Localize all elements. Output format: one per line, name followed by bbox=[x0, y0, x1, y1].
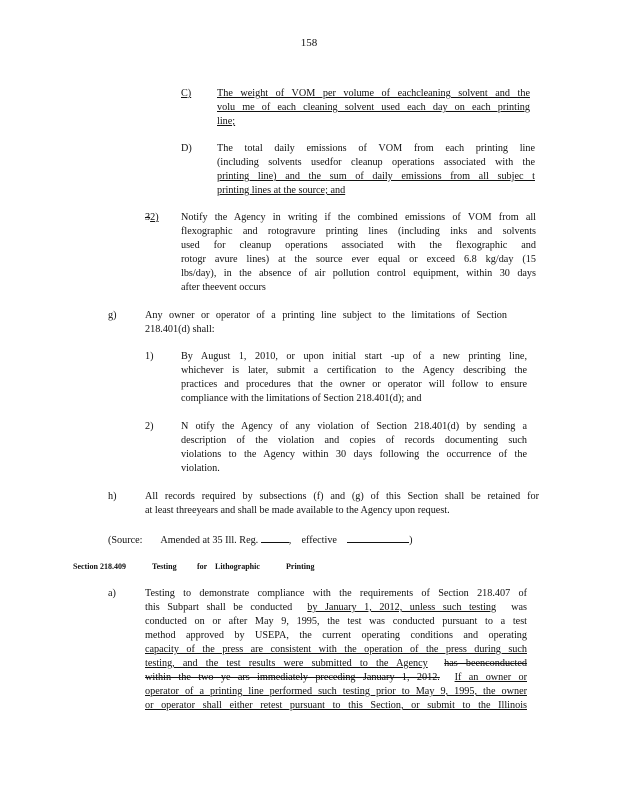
page-number: 158 bbox=[300, 37, 318, 49]
section-title-word: Testing bbox=[152, 562, 177, 571]
volume-blank bbox=[261, 532, 289, 543]
section-title-word: Printing bbox=[286, 562, 315, 571]
section-a-line bbox=[145, 671, 527, 685]
item-g2-line: N otify the Agency of any violation of Section 218.401(d) by sending a bbox=[181, 421, 527, 432]
item-c-label: C) bbox=[181, 88, 192, 99]
item-32-line: flexographic and rotogravure printing lines (including inks and solvents bbox=[181, 226, 536, 237]
section-a-inserted: by January 1, 2012, unless such testing bbox=[307, 602, 497, 613]
section-a-inserted: testing, and the test results were submitted to the Agency bbox=[145, 658, 428, 669]
item-c-line: volu me of each cleaning solvent used each day on each printing bbox=[217, 102, 530, 113]
item-32-label bbox=[145, 211, 159, 225]
section-a-line: or operator shall either retest pursuant to this Section, or submit to the Illinois bbox=[145, 700, 527, 711]
section-title-word: Lithographic bbox=[215, 562, 260, 571]
item-c-line: The weight of VOM per volume of eachcleaning solvent and the bbox=[217, 88, 530, 99]
item-g2-label: 2) bbox=[145, 421, 154, 432]
source-text: Amended at 35 Ill. Reg. bbox=[160, 535, 259, 546]
section-a-plain: was bbox=[511, 602, 528, 613]
item-g1-label: 1) bbox=[145, 351, 154, 362]
section-a-line: Testing to demonstrate compliance with the requirements of Section 218.407 of bbox=[145, 588, 527, 599]
section-word: Section bbox=[73, 562, 98, 571]
item-d-line: printing line) and the sum of daily emissions from all subjec t bbox=[217, 171, 535, 182]
item-g2-line: description of the violation and copies of records documenting such bbox=[181, 435, 527, 446]
item-d-line: The total daily emissions of VOM from each printing line bbox=[217, 143, 535, 154]
section-a-line: conducted on or after May 9, 1995, the test was conducted pursuant to a test bbox=[145, 616, 527, 627]
item-g-line: 218.401(d) shall: bbox=[145, 324, 215, 335]
item-g1-line: compliance with the limitations of Section 218.401(d); and bbox=[181, 393, 422, 404]
source-prefix: (Source: bbox=[108, 535, 143, 546]
section-a-deleted: within the two ye ars immediately preceding January 1, 2012. bbox=[145, 672, 440, 683]
section-a-label: a) bbox=[108, 588, 116, 599]
item-g1-line: practices and procedures that the owner or operator will follow to ensure bbox=[181, 379, 527, 390]
item-g2-text bbox=[181, 420, 527, 476]
item-32-label-new: 2) bbox=[150, 212, 159, 223]
item-c-text bbox=[217, 87, 530, 129]
item-g-label: g) bbox=[108, 310, 117, 321]
effective-date-blank bbox=[347, 532, 409, 543]
section-a-line: capacity of the press are consistent with the operation of the press during such bbox=[145, 644, 527, 655]
item-g2-line: violation. bbox=[181, 463, 220, 474]
section-a-inserted: If an owner or bbox=[454, 672, 528, 683]
item-g2-line: violations to the Agency within 30 days following the occurrence of the bbox=[181, 449, 527, 460]
item-c-line: line; bbox=[217, 116, 236, 127]
item-d-text bbox=[217, 142, 535, 198]
section-a-deleted: has beenconducted bbox=[444, 658, 528, 669]
item-h-line: at least threeyears and shall be made available to the Agency upon request. bbox=[145, 505, 450, 516]
section-a-text bbox=[145, 587, 527, 713]
item-g1-line: By August 1, 2010, or upon initial start -up of a new printing line, bbox=[181, 351, 527, 362]
section-title-word: for bbox=[197, 562, 208, 571]
item-32-line: used for cleanup operations associated with the flexographic and bbox=[181, 240, 536, 251]
source-comma: , bbox=[288, 535, 292, 546]
item-32-line: lbs/day), in the absence of air pollution control equipment, within 30 days bbox=[181, 268, 536, 279]
section-a-plain: this Subpart shall be conducted bbox=[145, 602, 293, 613]
item-32-line: after theevent occurs bbox=[181, 282, 266, 293]
item-g-line: Any owner or operator of a printing line subject to the limitations of Section bbox=[145, 310, 507, 321]
source-note bbox=[108, 532, 413, 548]
section-a-line: method approved by USEPA, the current operating conditions and operating bbox=[145, 630, 527, 641]
item-h-text bbox=[145, 490, 539, 518]
item-32-text bbox=[181, 211, 536, 295]
item-g1-text bbox=[181, 350, 527, 406]
section-a-line: operator of a printing line performed such testing prior to May 9, 1995, the owner bbox=[145, 686, 527, 697]
item-32-line: Notify the Agency in writing if the combined emissions of VOM from all bbox=[181, 212, 536, 223]
section-a-line bbox=[145, 657, 527, 671]
item-d-label: D) bbox=[181, 143, 192, 154]
source-effective: effective bbox=[301, 535, 337, 546]
item-32-label-struck: 3 bbox=[145, 212, 151, 223]
source-close: ) bbox=[409, 535, 413, 546]
item-32-line: rotogr avure lines) at the source ever equal or exceed 6.8 kg/day (15 bbox=[181, 254, 536, 265]
item-h-line: All records required by subsections (f) and (g) of this Section shall be retained for bbox=[145, 491, 539, 502]
item-g-text bbox=[145, 309, 507, 337]
item-g1-line: whichever is later, submit a certification to the Agency describing the bbox=[181, 365, 527, 376]
item-d-line: printing lines at the source; and bbox=[217, 185, 346, 196]
item-h-label: h) bbox=[108, 491, 117, 502]
section-number: 218.409 bbox=[100, 562, 126, 571]
item-d-line: (including solvents usedfor cleanup operations associated with the bbox=[217, 157, 535, 168]
section-a-line bbox=[145, 601, 527, 615]
